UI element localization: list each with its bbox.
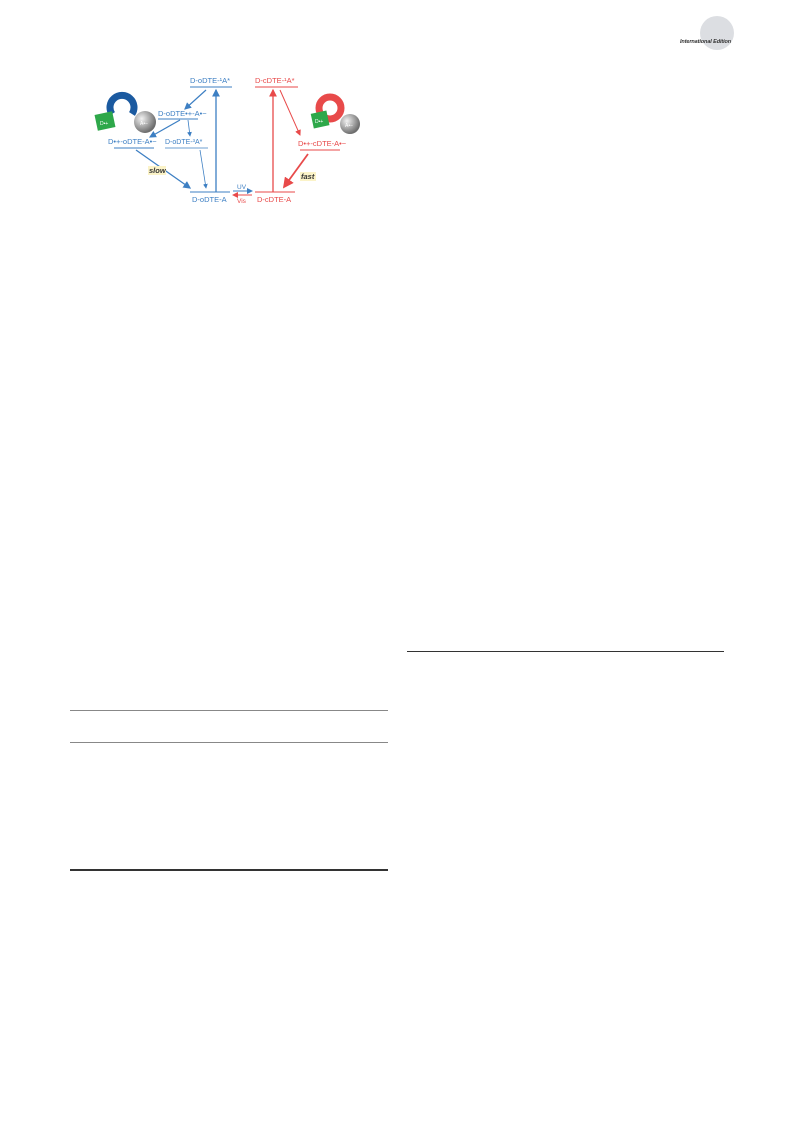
donor-label: D•+ — [315, 119, 324, 125]
table-header-rule — [70, 742, 388, 743]
table-bottom-rule — [70, 869, 388, 871]
triplet-formation-arrow — [188, 120, 190, 136]
left-ground-label: D-oDTE-A — [192, 195, 227, 204]
donor-label: D•+ — [100, 121, 109, 127]
charge-separation-arrow — [280, 90, 300, 135]
acceptor-label: A•− — [345, 123, 354, 129]
closed-molecule-illustration — [311, 97, 360, 134]
right-top-state-label: D-cDTE-¹A* — [255, 76, 295, 85]
charge-separation-arrow — [185, 90, 206, 109]
vis-label: Vis — [237, 198, 246, 205]
open-molecule-illustration — [95, 95, 156, 133]
fast-recombination-arrow — [284, 154, 308, 187]
triplet-decay-arrow — [200, 150, 206, 188]
left-cs-state-2-label: D•+-oDTE-A•− — [108, 137, 157, 146]
right-column-rule — [407, 651, 724, 652]
energy-diagram-figure — [90, 68, 380, 213]
right-ground-label: D-cDTE-A — [257, 195, 292, 204]
uv-label: UV — [237, 184, 247, 191]
left-cs-state-1-label: D-oDTE•+-A•− — [158, 109, 207, 118]
left-triplet-label: D-oDTE-³A* — [165, 139, 203, 146]
journal-edition-label: International Edition — [680, 39, 732, 45]
acceptor-label: A•− — [140, 121, 149, 127]
table-top-rule — [70, 710, 388, 711]
right-cs-state-label: D•+-cDTE-A•− — [298, 139, 347, 148]
slow-rate-label: slow — [149, 166, 166, 175]
open-dte-ring — [110, 95, 134, 114]
fast-rate-label: fast — [301, 172, 315, 181]
left-top-state-label: D-oDTE-¹A* — [190, 76, 231, 85]
photoswitch-arrows — [233, 184, 252, 205]
